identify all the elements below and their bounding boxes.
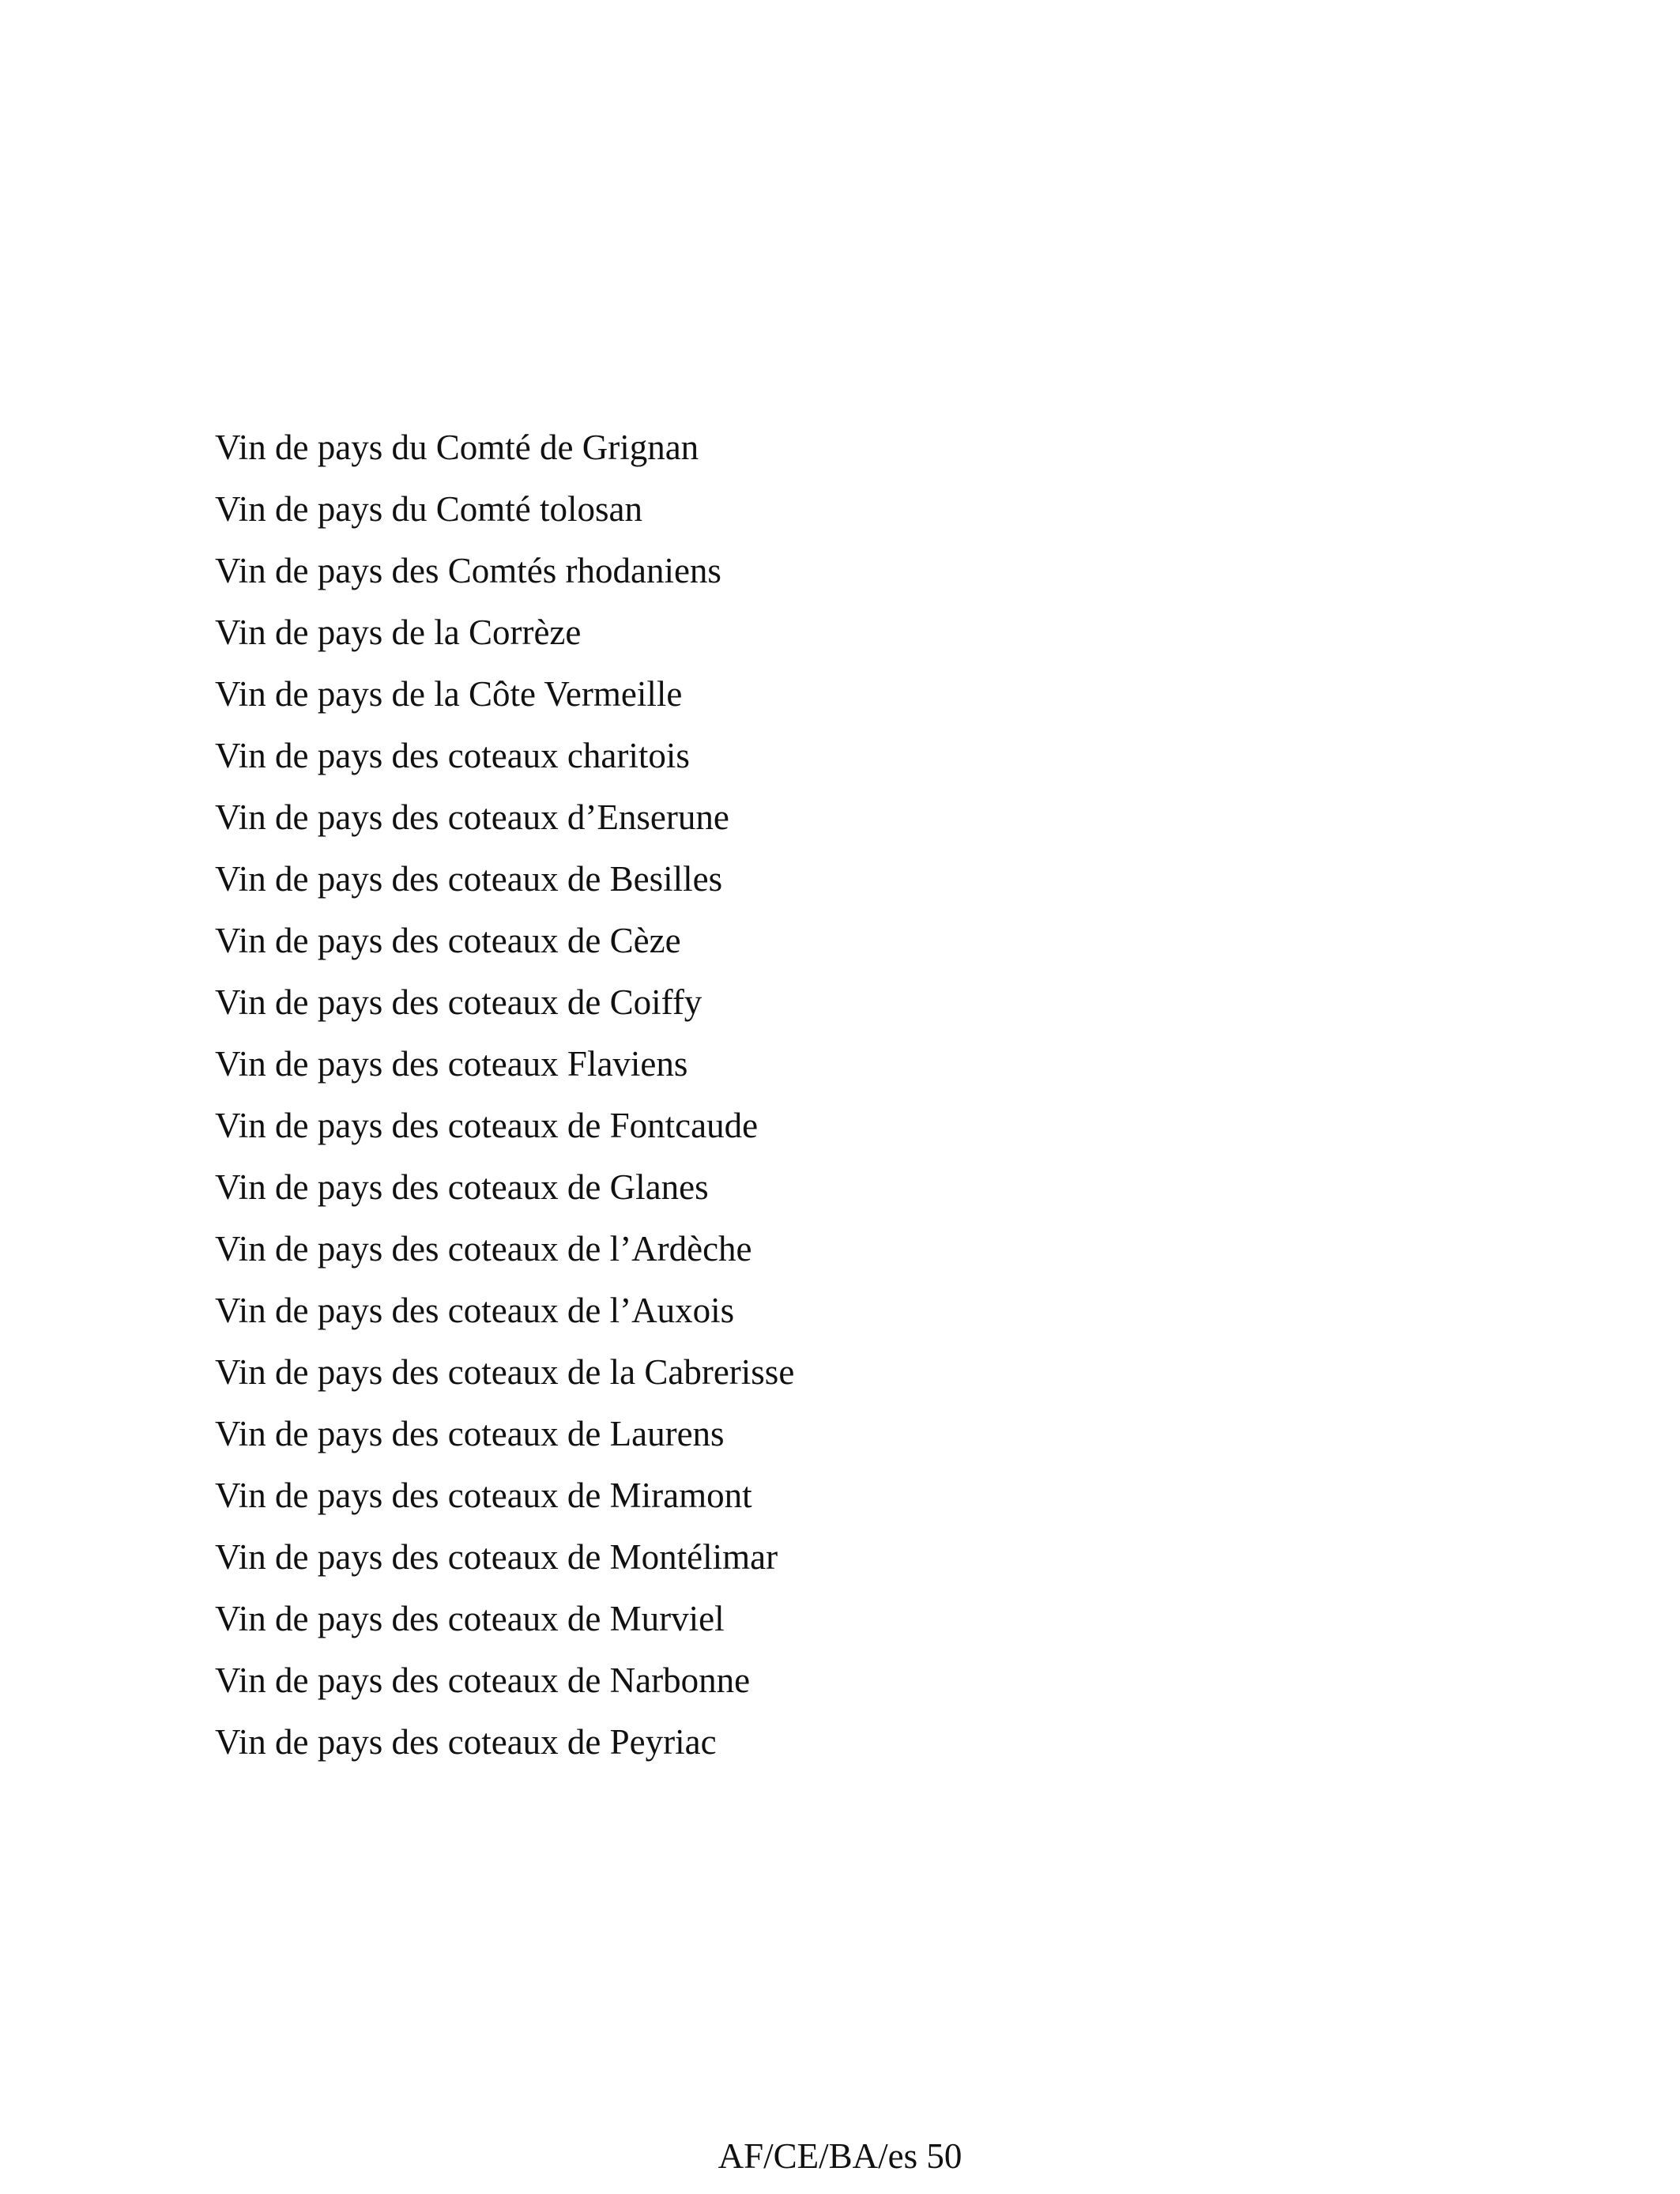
list-item: Vin de pays des coteaux de Laurens: [215, 1414, 725, 1453]
list-item: Vin de pays des coteaux de Besilles: [215, 859, 723, 899]
list-item: Vin de pays des Comtés rhodaniens: [215, 551, 721, 590]
wine-designation-list: [215, 417, 794, 1773]
list-item: Vin de pays des coteaux de Narbonne: [215, 1661, 751, 1700]
list-item: Vin de pays du Comté de Grignan: [215, 428, 699, 467]
list-item: Vin de pays des coteaux de Murviel: [215, 1599, 725, 1638]
list-item: Vin de pays de la Corrèze: [215, 613, 582, 652]
list-item: Vin de pays des coteaux de Fontcaude: [215, 1106, 759, 1145]
list-item: Vin de pays des coteaux de Miramont: [215, 1476, 752, 1515]
list-item: Vin de pays des coteaux charitois: [215, 736, 690, 775]
list-item: Vin de pays des coteaux d’Enserune: [215, 797, 729, 837]
list-item: Vin de pays des coteaux de la Cabrerisse: [215, 1352, 795, 1392]
list-item: Vin de pays de la Côte Vermeille: [215, 674, 683, 714]
list-item: Vin de pays des coteaux Flaviens: [215, 1044, 688, 1084]
list-item: Vin de pays du Comté tolosan: [215, 489, 642, 529]
document-reference-footer: AF/CE/BA/es 50: [718, 2136, 962, 2176]
list-item: Vin de pays des coteaux de Glanes: [215, 1167, 709, 1207]
list-item: Vin de pays des coteaux de Cèze: [215, 921, 681, 960]
list-item: Vin de pays des coteaux de Coiffy: [215, 982, 703, 1022]
list-item: Vin de pays des coteaux de l’Auxois: [215, 1291, 735, 1330]
list-item: Vin de pays des coteaux de l’Ardèche: [215, 1229, 752, 1269]
list-item: Vin de pays des coteaux de Montélimar: [215, 1537, 778, 1577]
list-item: Vin de pays des coteaux de Peyriac: [215, 1722, 717, 1762]
